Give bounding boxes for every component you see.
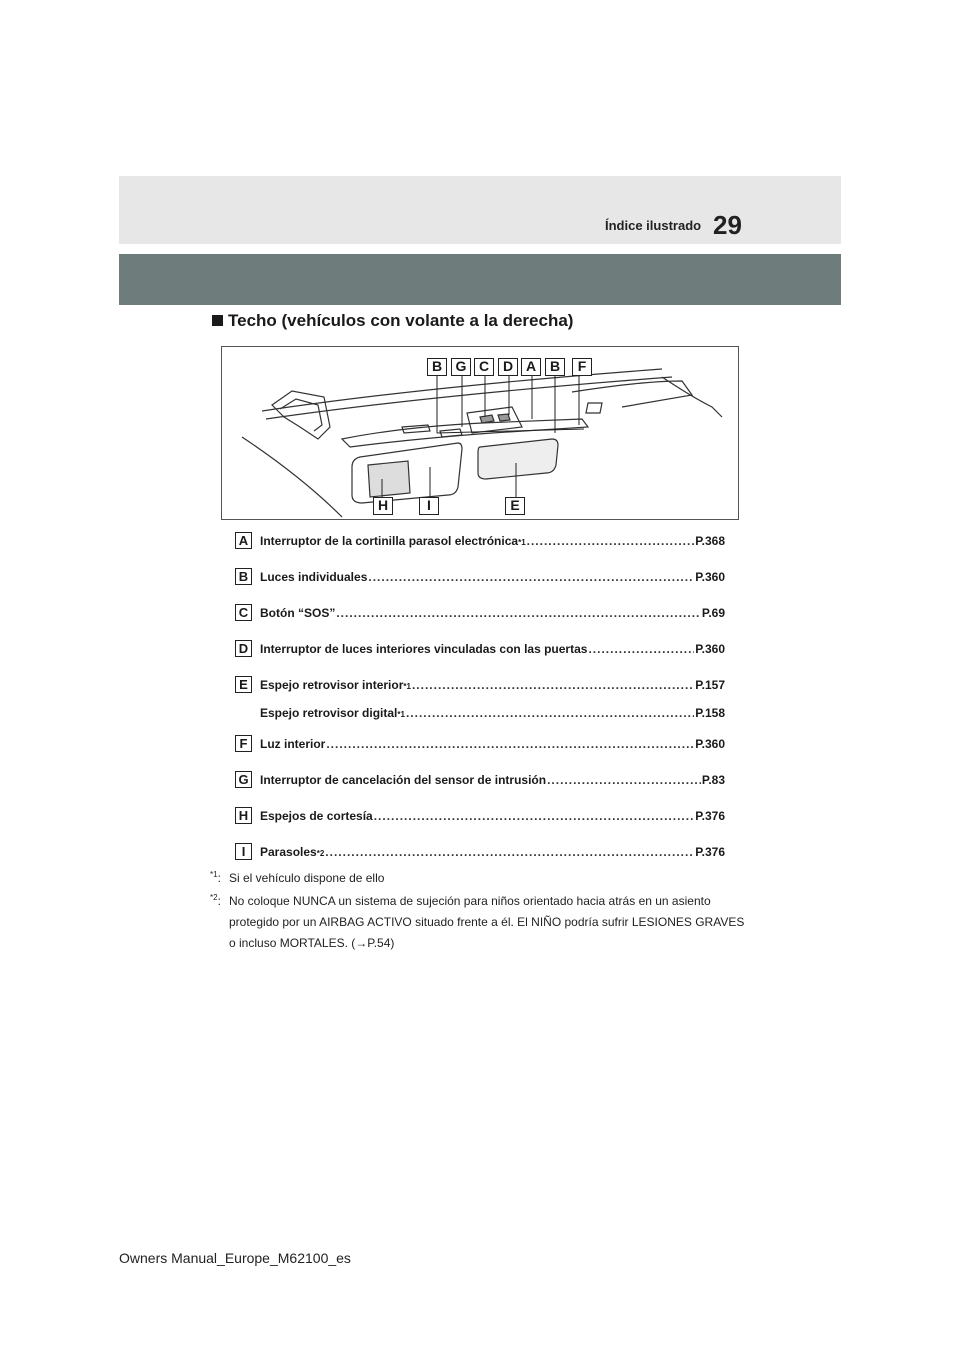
item-page-ref[interactable]: P.376	[695, 845, 725, 859]
callout-b-left: B	[427, 358, 447, 376]
item-letter-badge: B	[235, 568, 252, 585]
item-page-ref[interactable]: P.360	[695, 570, 725, 584]
item-page-ref[interactable]: P.368	[695, 534, 725, 548]
item-label: Luces individuales	[260, 570, 368, 584]
list-item: I Parasoles *2 ..... P.376	[235, 843, 725, 865]
callout-d: D	[498, 358, 518, 376]
callout-g: G	[451, 358, 471, 376]
item-page-ref[interactable]: P.360	[695, 737, 725, 751]
item-page-ref[interactable]: P.158	[695, 706, 725, 720]
subheading-text: Techo (vehículos con volante a la derecha)	[228, 311, 574, 330]
item-label: Interruptor de cancelación del sensor de intrusión	[260, 773, 547, 787]
item-page-ref[interactable]: P.69	[701, 606, 725, 620]
footnote: $^{*1}$: Si el vehículo dispone de ello	[210, 870, 385, 885]
footnotes	[210, 868, 750, 954]
item-letter-badge: F	[235, 735, 252, 752]
item-letter-badge: I	[235, 843, 252, 860]
callout-a: A	[521, 358, 541, 376]
item-letter-badge: D	[235, 640, 252, 657]
list-item	[235, 807, 725, 829]
footnote-text: Si el vehículo dispone de ello	[229, 871, 385, 885]
item-page-ref[interactable]: P.360	[695, 642, 725, 656]
header-band	[119, 176, 841, 244]
callout-i: I	[419, 497, 439, 515]
callout-b-right: B	[545, 358, 565, 376]
footnote-mark: *2	[210, 893, 218, 902]
footnote-mark: *1	[210, 870, 218, 879]
callout-c: C	[474, 358, 494, 376]
list-item: E Espejo retrovisor interior *1 ..... P.157	[235, 676, 725, 698]
item-letter-badge: E	[235, 676, 252, 693]
item-label: Espejos de cortesía	[260, 809, 373, 823]
footer-doc-id: Owners Manual_Europe_M62100_es	[119, 1250, 351, 1266]
callout-h: H	[373, 497, 393, 515]
item-label: Espejo retrovisor digital	[260, 706, 398, 720]
list-item: Espejo retrovisor digital *1 ..... P.158	[235, 704, 725, 726]
item-label: Luz interior	[260, 737, 326, 751]
callout-f: F	[572, 358, 592, 376]
item-label: Interruptor de luces interiores vinculadas con las puertas	[260, 642, 588, 656]
section-band	[119, 254, 841, 305]
item-label: Interruptor de la cortinilla parasol electrónica	[260, 534, 519, 548]
list-item	[235, 568, 725, 590]
section-title: Índice ilustrado	[605, 218, 702, 233]
item-letter-badge: A	[235, 532, 252, 549]
item-label: Espejo retrovisor interior	[260, 678, 404, 692]
item-letter-badge: H	[235, 807, 252, 824]
list-item	[235, 771, 725, 793]
subheading	[212, 311, 573, 331]
page-number: 29	[713, 210, 742, 240]
item-letter-badge: C	[235, 604, 252, 621]
item-page-ref[interactable]: P.157	[695, 678, 725, 692]
list-item: A Interruptor de la cortinilla parasol electrónica *1 ..... P.368	[235, 532, 725, 554]
list-item	[235, 640, 725, 662]
item-label: Parasoles	[260, 845, 317, 859]
list-item	[235, 735, 725, 757]
item-page-ref[interactable]: P.83	[701, 773, 725, 787]
footnote-text: No coloque NUNCA un sistema de sujeción para niños orientado hacia atrás en un asiento protegido por un AIRBAG ACTIVO situado frente a él. El NIÑO podría sufrir LESIONES GRAVES o incluso MORTALES. (→P.54)	[229, 894, 745, 950]
item-letter-badge: G	[235, 771, 252, 788]
item-page-ref[interactable]: P.376	[695, 809, 725, 823]
square-bullet-icon	[212, 315, 223, 326]
footnote: $^{*2}$: No coloque NUNCA un sistema de sujeción para niños orientado hacia atrás en un asiento protegido por un AIRBAG ACTIVO situado frente a él. El NIÑO podría sufrir LESIONES GRAVES o incluso MORTALES. (→P.54)	[210, 893, 745, 950]
list-item	[235, 604, 725, 626]
item-label: Botón “SOS”	[260, 606, 336, 620]
callout-e: E	[505, 497, 525, 515]
